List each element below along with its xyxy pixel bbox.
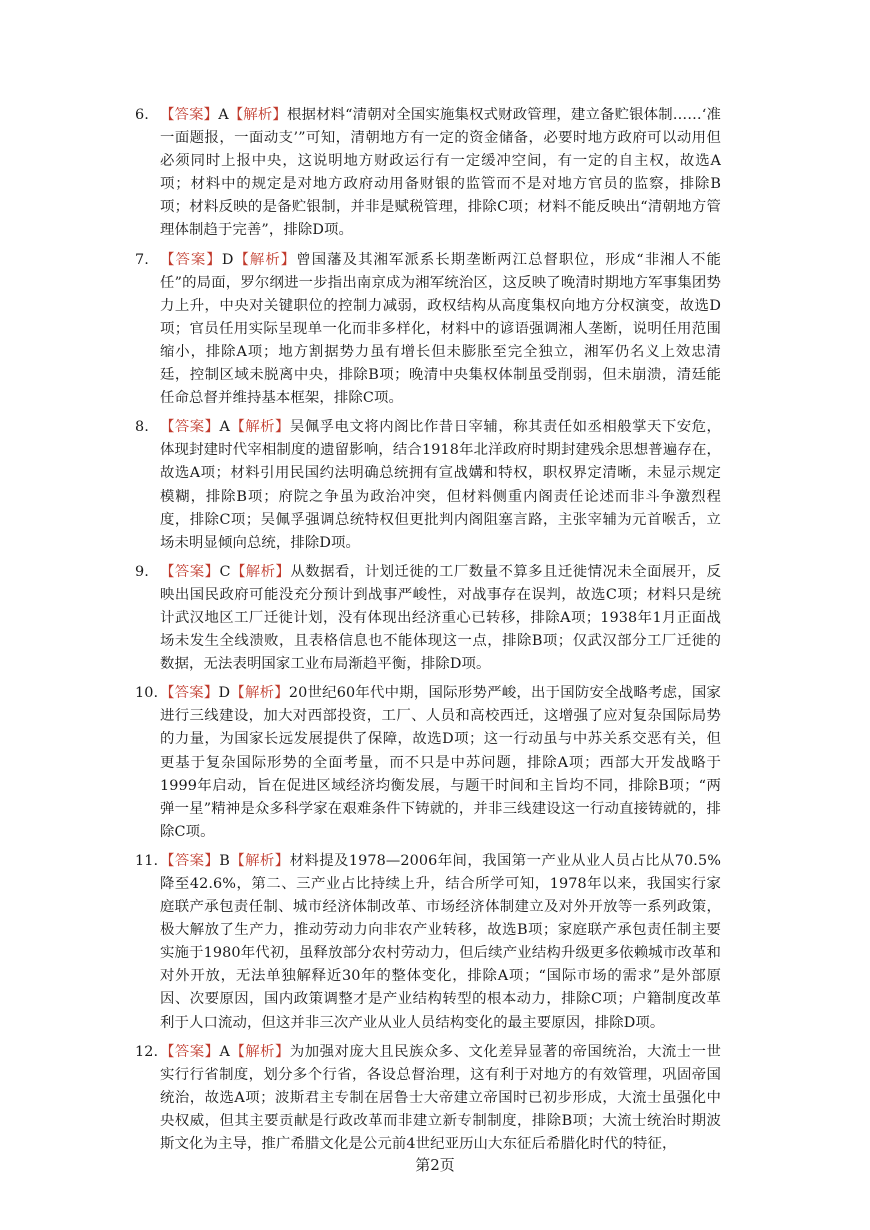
page-number: 第2页	[415, 1156, 455, 1174]
answer-tag: 【答案】	[160, 251, 222, 268]
question-number: 10.	[135, 685, 159, 702]
analysis-tag: 【解析】	[233, 251, 297, 268]
answer-tag: 【答案】	[160, 107, 219, 123]
list-item	[135, 682, 721, 844]
analysis-tag: 【解析】	[228, 107, 287, 123]
analysis-tag: 【解析】	[230, 563, 291, 580]
answer-letter: A	[219, 1043, 231, 1060]
analysis-text: 从数据看，计划迁徙的工厂数量不算多且迁徙情况未全面展开，反映出国民政府可能没充分预计到战事严峻性，对战事存在误判，故选C项；材料只是统计武汉地区工厂迁徙计划，没有体现出经济重心已转移，排除A项；1938年1月正面战场未发生全线溃败，且表格信息也不能体现这一点，排除B项；仅武汉部分工厂迁徙的数据，无法表明国家工业布局渐趋平衡，排除D项。	[160, 563, 722, 673]
answer-tag: 【答案】	[160, 852, 220, 869]
question-number: 12.	[135, 1043, 159, 1060]
question-number: 11.	[135, 852, 159, 869]
question-number: 7.	[135, 251, 149, 268]
list-item	[135, 104, 721, 243]
answer-tag: 【答案】	[160, 419, 220, 436]
analysis-tag: 【解析】	[230, 1043, 290, 1060]
list-item	[135, 1041, 721, 1156]
analysis-text: 曾国藩及其湘军派系长期垄断两江总督职位，形成“非湘人不能任”的局面，罗尔纲进一步指出南京成为湘军统治区，这反映了晚清时期地方军事集团势力上升，中央对关键职位的控制力减弱，政权结构从高度集权向地方分权演变，故选D项；官员任用实际呈现单一化而非多样化，材料中的谚语强调湘人垄断，说明任用范围缩小，排除A项；地方割据势力虽有增长但未膨胀至完全独立，湘军仍名义上效忠清廷，控制区域未脱离中央，排除B项；晚清中央集权体制虽受削弱，但未崩溃，清廷能任命总督并维持基本框架，排除C项。	[160, 251, 721, 407]
analysis-text: 吴佩孚电文将内阁比作昔日宰辅，称其责任如丞相般掌天下安危，体现封建时代宰相制度的遗留影响，结合1918年北洋政府时期封建残余思想普遍存在，故选A项；材料引用民国约法明确总统拥有宣战媾和特权，职权界定清晰，未显示规定模糊，排除B项；府院之争虽为政治冲突，但材料侧重内阁责任论述而非斗争激烈程度，排除C项；吴佩孚强调总统特权但更批判内阁阻塞言路，主张宰辅为元首喉舌，立场未明显倾向总统，排除D项。	[160, 419, 721, 551]
answer-tag: 【答案】	[160, 685, 219, 702]
answer-letter: C	[219, 563, 231, 580]
list-item	[135, 416, 721, 555]
answer-letter: B	[219, 852, 230, 869]
analysis-tag: 【解析】	[230, 419, 290, 436]
analysis-tag: 【解析】	[229, 852, 290, 869]
question-number: 8.	[135, 419, 149, 436]
list-item	[135, 249, 721, 411]
answer-tag: 【答案】	[160, 1043, 220, 1060]
analysis-text: 为加强对庞大且民族众多、文化差异显著的帝国统治，大流士一世实行行省制度，划分多个行省，各设总督治理，这有利于对地方的有效管理，巩固帝国统治，故选A项；波斯君主专制在居鲁士大帝建立帝国时已初步形成，大流士虽强化中央权威，但其主要贡献是行政改革而非建立新专制制度，排除B项；大流士统治时期波斯文化为主导，推广希腊文化是公元前4世纪亚历山大东征后希腊化时代的特征，	[160, 1043, 721, 1153]
analysis-text: 20世纪60年代中期，国际形势严峻，出于国防安全战略考虑，国家进行三线建设，加大对西部投资，工厂、人员和高校西迁，这增强了应对复杂国际局势的力量，为国家长远发展提供了保障，故选D项；这一行动虽与中苏关系交恶有关，但更基于复杂国际形势的全面考量，而不只是中苏问题，排除A项；西部大开发战略于1999年启动，旨在促进区域经济均衡发展，与题干时间和主旨均不同，排除B项；“两弹一星”精神是众多科学家在艰难条件下铸就的，并非三线建设这一行动直接铸就的，排除C项。	[160, 685, 722, 840]
answer-letter: D	[218, 685, 231, 702]
answer-tag: 【答案】	[160, 563, 220, 580]
answer-letter: A	[218, 107, 229, 123]
question-number: 9.	[135, 563, 149, 580]
list-item	[135, 850, 721, 1035]
answer-list	[135, 104, 721, 1162]
analysis-text: 根据材料“清朝对全国实施集权式财政管理，建立备贮银体制……‘准一面题报，一面动支’”可知，清朝地方有一定的资金储备，必要时地方政府可以动用但必须同时上报中央，这说明地方财政运行有一定缓冲空间，有一定的自主权，故选A项；材料中的规定是对地方政府动用备财银的监管而不是对地方官员的监察，排除B项；材料反映的是备贮银制，并非是赋税管理，排除C项；材料不能反映出“清朝地方管理体制趋于完善”，排除D项。	[160, 107, 721, 239]
list-item	[135, 561, 721, 676]
question-number: 6.	[135, 107, 149, 123]
analysis-text: 材料提及1978—2006年间，我国第一产业从业人员占比从70.5%降至42.6%，第二、三产业占比持续上升，结合所学可知，1978年以来，我国实行家庭联产承包责任制、城市经济体制改革、市场经济体制建立及对外开放等一系列政策，极大解放了生产力，推动劳动力向非农产业转移，故选B项；家庭联产承包责任制主要实施于1980年代初，虽释放部分农村劳动力，但后续产业结构升级更多依赖城市改革和对外开放，无法单独解释近30年的整体变化，排除A项；“国际市场的需求”是外部原因、次要原因，国内政策调整才是产业结构转型的根本动力，排除C项；户籍制度改革利于人口流动，但这并非三次产业从业人员结构变化的最主要原因，排除D项。	[160, 852, 722, 1031]
analysis-tag: 【解析】	[230, 685, 289, 702]
answer-letter: A	[219, 419, 231, 436]
answer-letter: D	[221, 251, 234, 268]
